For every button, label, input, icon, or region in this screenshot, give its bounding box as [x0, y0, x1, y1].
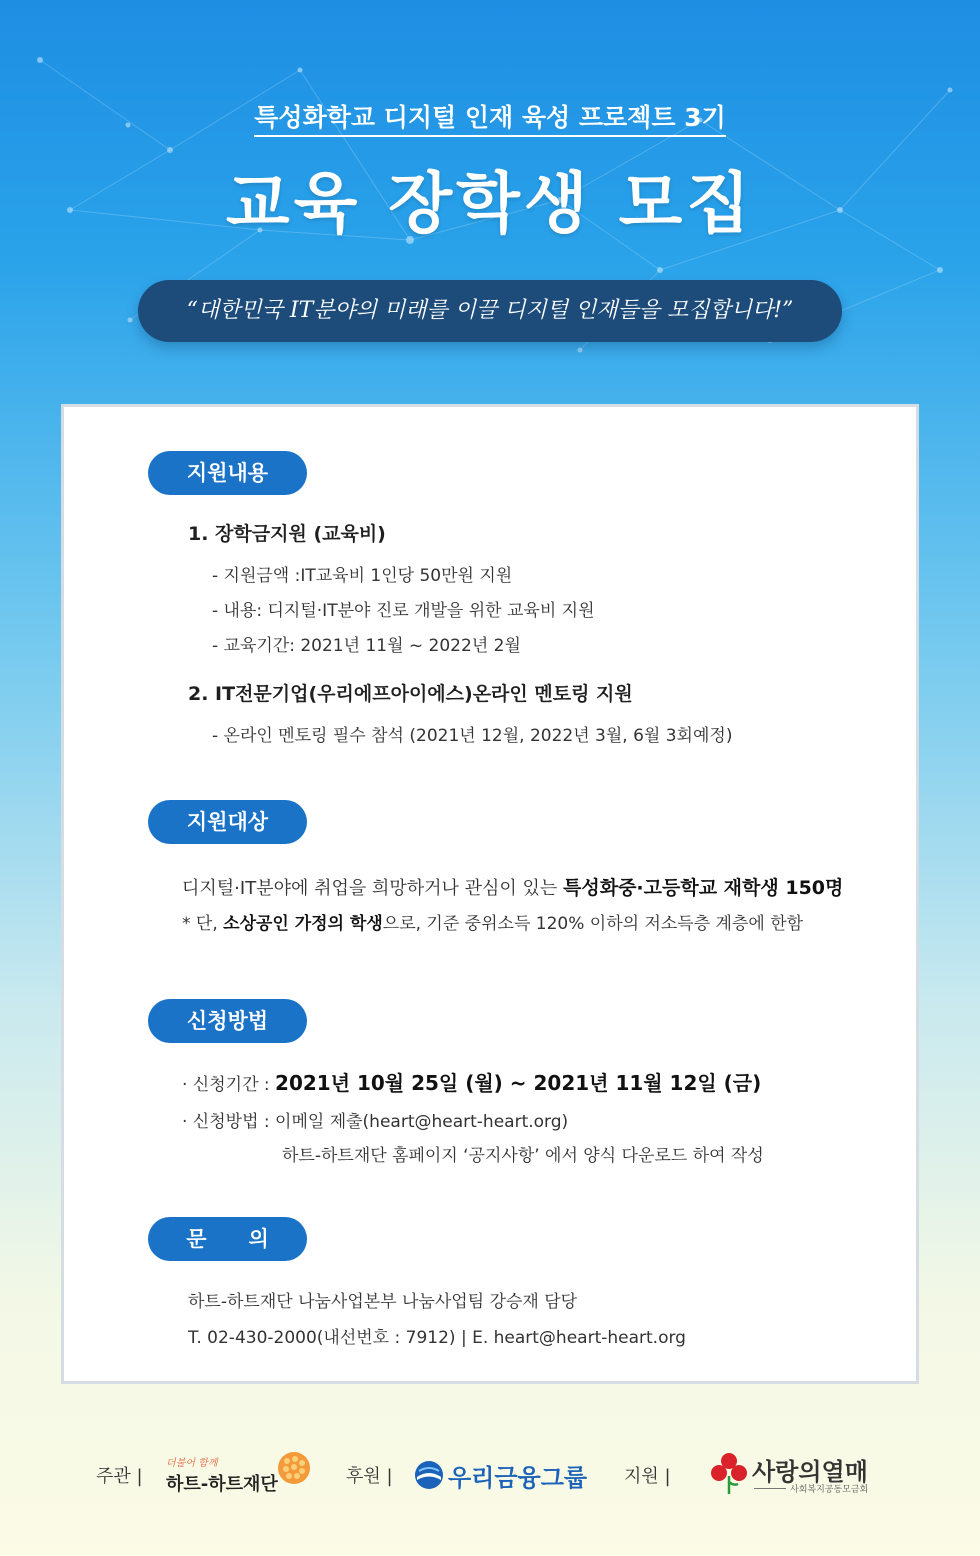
apply-method-label: · 신청방법 : [182, 1112, 276, 1132]
sponsor-name: 우리금융그룹 [448, 1464, 588, 1492]
contact-line2: T. 02-430-2000(내선번호 : 7912) | E. heart@heart-heart.org [188, 1328, 686, 1348]
support-org-label: 지원 | [624, 1466, 671, 1487]
sponsor-label: 후원 | [346, 1466, 393, 1487]
target-line1-text: 디지털·IT분야에 취업을 희망하거나 관심이 있는 [182, 878, 564, 899]
heart-heart-logo-icon [276, 1450, 312, 1486]
apply-period [182, 1067, 761, 1096]
support-item2-title: 2. IT전문기업(우리에프아이에스)온라인 멘토링 지원 [188, 683, 633, 705]
page-title: 교육 장학생 모집 [225, 165, 755, 242]
apply-method-line1: 이메일 제출(heart@heart-heart.org) [275, 1112, 569, 1132]
host-name: 하트-하트재단 [166, 1474, 278, 1495]
woori-logo-icon [414, 1460, 444, 1490]
target-line2-rest: 으로, 기준 중위소득 120% 이하의 저소득층 계층에 한함 [382, 914, 804, 934]
subtitle [0, 98, 980, 134]
host-label: 주관 | [96, 1466, 143, 1487]
apply-period-label: · 신청기간 : [182, 1075, 276, 1095]
fruit-of-love-logo-icon [710, 1452, 748, 1496]
support-item1-line: - 교육기간: 2021년 11월 ~ 2022년 2월 [212, 636, 521, 656]
apply-method-line2: 하트-하트재단 홈페이지 ‘공지사항’ 에서 양식 다운로드 하여 작성 [282, 1146, 764, 1166]
apply-period-value: 2021년 10월 25일 (월) ~ 2021년 11월 12일 (금) [275, 1071, 762, 1095]
support-item1-title: 1. 장학금지원 (교육비) [188, 523, 386, 545]
support-item1-line: - 내용: 디지털·IT분야 진로 개발을 위한 교육비 지원 [212, 601, 595, 621]
support-org-name: 사랑의열매 [752, 1458, 868, 1486]
target-line2-prefix: * 단, [182, 914, 224, 934]
footer [0, 1440, 980, 1510]
support-org-subtitle: 사회복지공동모금회 [790, 1485, 869, 1495]
contact-line1: 하트-하트재단 나눔사업본부 나눔사업팀 강승재 담당 [188, 1292, 578, 1312]
apply-method [182, 1107, 568, 1132]
section-label-contact: 문 의 [148, 1217, 307, 1261]
support-item1-line: - 지원금액 :IT교육비 1인당 50만원 지원 [212, 566, 513, 586]
target-line2 [182, 909, 803, 934]
subtitle-text: 특성화학교 디지털 인재 육성 프로젝트 3기 [254, 103, 725, 137]
section-label-support: 지원내용 [148, 451, 307, 495]
target-line2-highlight: 소상공인 가정의 학생 [223, 914, 383, 934]
support-item2-line: - 온라인 멘토링 필수 참석 (2021년 12월, 2022년 3월, 6월 3회예정) [212, 726, 733, 746]
target-line1 [182, 873, 843, 900]
slogan-banner: “대한민국 IT분야의 미래를 이끌 디지털 인재들을 모집합니다!” [138, 280, 842, 342]
section-label-apply: 신청방법 [148, 999, 307, 1043]
host-tagline: 더불어 함께 [166, 1458, 218, 1469]
target-line1-highlight: 특성화중·고등학교 재학생 150명 [563, 877, 844, 899]
section-label-target: 지원대상 [148, 800, 307, 844]
support-org-divider [754, 1488, 786, 1489]
content-card [61, 404, 919, 1384]
